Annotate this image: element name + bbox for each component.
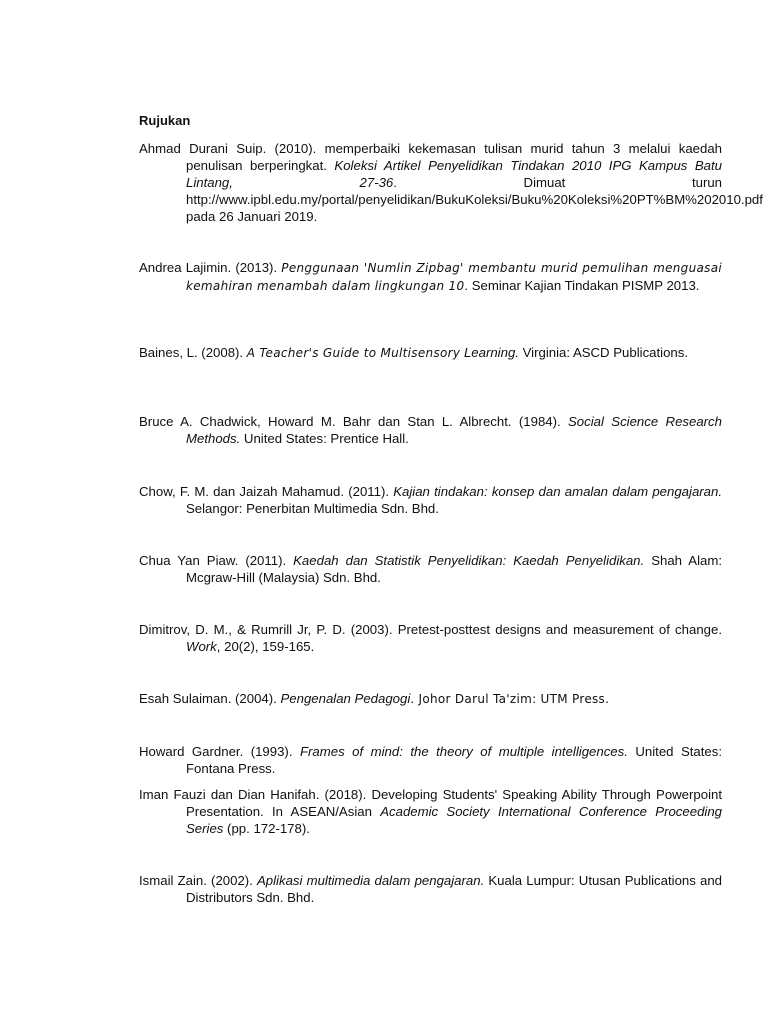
reference-tail: United States: Fontana Press. [186,744,723,776]
reference-lead: Howard Gardner. (1993). [139,744,300,759]
reference-lead: Chow, F. M. dan Jaizah Mahamud. (2011). [139,484,394,499]
reference-tail: United States: Prentice Hall. [240,431,409,446]
reference-title: Kajian tindakan: konsep dan amalan dalam pengajaran. [393,484,723,499]
reference-baines [139,344,722,362]
reference-dimitrov [139,621,722,655]
reference-title: A Teacher's Guide to Multisensory [246,346,461,360]
reference-title: Aplikasi multimedia dalam pengajaran. [257,873,485,888]
reference-lead: Baines, L. (2008). [139,345,247,360]
reference-title: Penggunaan 'Numlin Zipbag' membantu murid pemulihan menguasai kemahiran menambah dalam lingkungan 10 [186,261,722,293]
reference-title: Koleksi Artikel Penyelidikan Tindakan 2010 IPG Kampus Batu Lintang, 27-36 [186,158,722,190]
reference-lead: Andrea Lajimin. (2013). [139,260,282,275]
reference-tail: . Dimuat turun http://www.ipbl.edu.my/portal/penyelidikan/BukuKoleksi/Buku%20Koleksi%20PT%BM%202010.pdf pada 26 Januari 2019. [186,175,763,224]
reference-chua-yan-piaw [139,552,722,586]
reference-ismail-zain [139,872,722,906]
reference-tail: . Johor Darul Ta'zim: UTM Press. [410,692,610,706]
reference-tail: Kuala Lumpur: Utusan Publications and Distributors Sdn. Bhd. [186,873,722,905]
reference-andrea-lajimin [139,259,722,295]
reference-lead: Iman Fauzi dan Dian Hanifah. (2018). Developing Students' Speaking Ability Through Powerpoint Presentation. In ASEAN/Asian [139,787,722,819]
reference-title: Social Science Research Methods. [186,414,722,446]
reference-title: Kaedah dan Statistik Penyelidikan: Kaedah Penyelidikan. [293,553,645,568]
reference-tail: Selangor: Penerbitan Multimedia Sdn. Bhd. [186,501,439,516]
section-heading: Rujukan [139,113,191,128]
reference-lead: Dimitrov, D. M., & Rumrill Jr, P. D. (2003). Pretest-posttest designs and measurement of change. [139,622,722,637]
reference-tail: (pp. 172-178). [223,821,310,836]
reference-lead: Esah Sulaiman. (2004). [139,691,281,706]
reference-tail: Shah Alam: Mcgraw-Hill (Malaysia) Sdn. Bhd. [186,553,722,585]
reference-title: Work [186,639,217,654]
reference-chadwick [139,413,722,447]
reference-title: Frames of mind: the theory of multiple intelligences. [299,744,628,759]
reference-tail: . Seminar Kajian Tindakan PISMP 2013. [464,278,700,293]
reference-tail: Virginia: ASCD Publications. [518,345,689,360]
reference-esah-sulaiman [139,690,722,708]
reference-title: Pengenalan Pedagogi [280,691,411,706]
reference-tail: , 20(2), 159-165. [216,639,315,654]
reference-lead: Chua Yan Piaw. (2011). [139,553,294,568]
reference-chow [139,483,722,517]
reference-lead: Ahmad Durani Suip. (2010). memperbaiki kekemasan tulisan murid tahun 3 melalui kaedah penulisan berperingkat. [139,141,722,173]
reference-title-cont: Learning. [460,345,519,360]
reference-lead: Ismail Zain. (2002). [139,873,257,888]
reference-ahmad-durani [139,140,763,225]
reference-iman-fauzi [139,786,722,837]
reference-howard-gardner [139,743,722,777]
reference-lead: Bruce A. Chadwick, Howard M. Bahr dan Stan L. Albrecht. (1984). [139,414,569,429]
reference-title: Academic Society International Conference Proceeding Series [186,804,722,836]
